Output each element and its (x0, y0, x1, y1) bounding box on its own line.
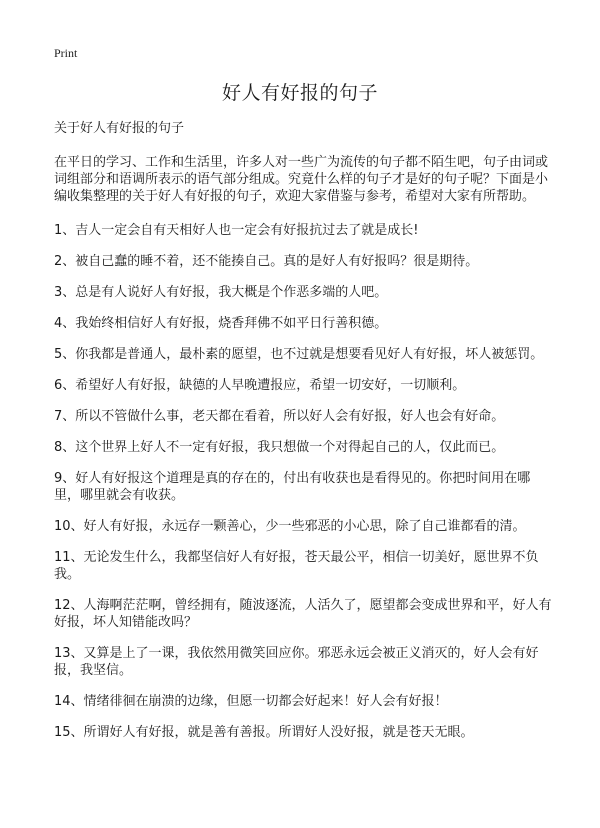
sentence-item: 5、你我都是普通人，最朴素的愿望，也不过就是想要看见好人有好报，坏人被惩罚。 (54, 347, 544, 362)
sentence-item: 7、所以不管做什么事，老天都在看着，所以好人会有好报，好人也会有好命。 (54, 409, 505, 424)
sentence-item: 8、这个世界上好人不一定有好报，我只想做一个对得起自己的人，仅此而已。 (54, 440, 505, 455)
sentence-item: 15、所谓好人有好报，就是善有善报。所谓好人没好报，就是苍天无眼。 (54, 725, 474, 740)
intro-paragraph: 在平日的学习、工作和生活里，许多人对一些广为流传的句子都不陌生吧，句子由词或词组部分和语调所表示的语气部分组成。究竟什么样的句子才是好的句子呢？下面是小编收集整理的关于好人有好报的句子，欢迎大家借鉴与参考，希望对大家有所帮助。 (54, 155, 549, 204)
sentence-item: 11、无论发生什么，我都坚信好人有好报，苍天最公平，相信一切美好，愿世界不负我。 (54, 550, 539, 582)
sentence-item: 6、希望好人有好报，缺德的人早晚遭报应，希望一切安好，一切顺利。 (54, 378, 466, 393)
sentence-item: 12、人海啊茫茫啊，曾经拥有，随波逐流，人活久了，愿望都会变成世界和平，好人有好报，坏人知错能改吗？ (54, 598, 552, 630)
print-link[interactable]: Print (54, 46, 78, 60)
article-body (54, 120, 554, 755)
article-subtitle: 关于好人有好报的句子 (54, 121, 185, 136)
sentence-item: 1、吉人一定会自有天相好人也一定会有好报抗过去了就是成长! (54, 223, 419, 238)
page-title: 好人有好报的句子 (221, 82, 378, 104)
sentence-item: 9、好人有好报这个道理是真的存在的，付出有收获也是看得见的。你把时间用在哪里，哪里就会有收获。 (54, 471, 531, 503)
sentence-item: 2、被自己蠢的睡不着，还不能揍自己。真的是好人有好报吗？很是期待。 (54, 254, 479, 269)
sentence-item: 13、又算是上了一课，我依然用微笑回应你。邪恶永远会被正义消灭的，好人会有好报，我坚信。 (54, 646, 539, 678)
sentence-item: 10、好人有好报，永远存一颗善心，少一些邪恶的小心思，除了自己谁都看的清。 (54, 519, 526, 534)
sentence-item: 3、总是有人说好人有好报，我大概是个作恶多端的人吧。 (54, 285, 388, 300)
sentence-item: 4、我始终相信好人有好报，烧香拜佛不如平日行善积德。 (54, 316, 388, 331)
sentence-item: 14、情绪徘徊在崩溃的边缘，但愿一切都会好起来！好人会有好报！ (54, 694, 448, 709)
